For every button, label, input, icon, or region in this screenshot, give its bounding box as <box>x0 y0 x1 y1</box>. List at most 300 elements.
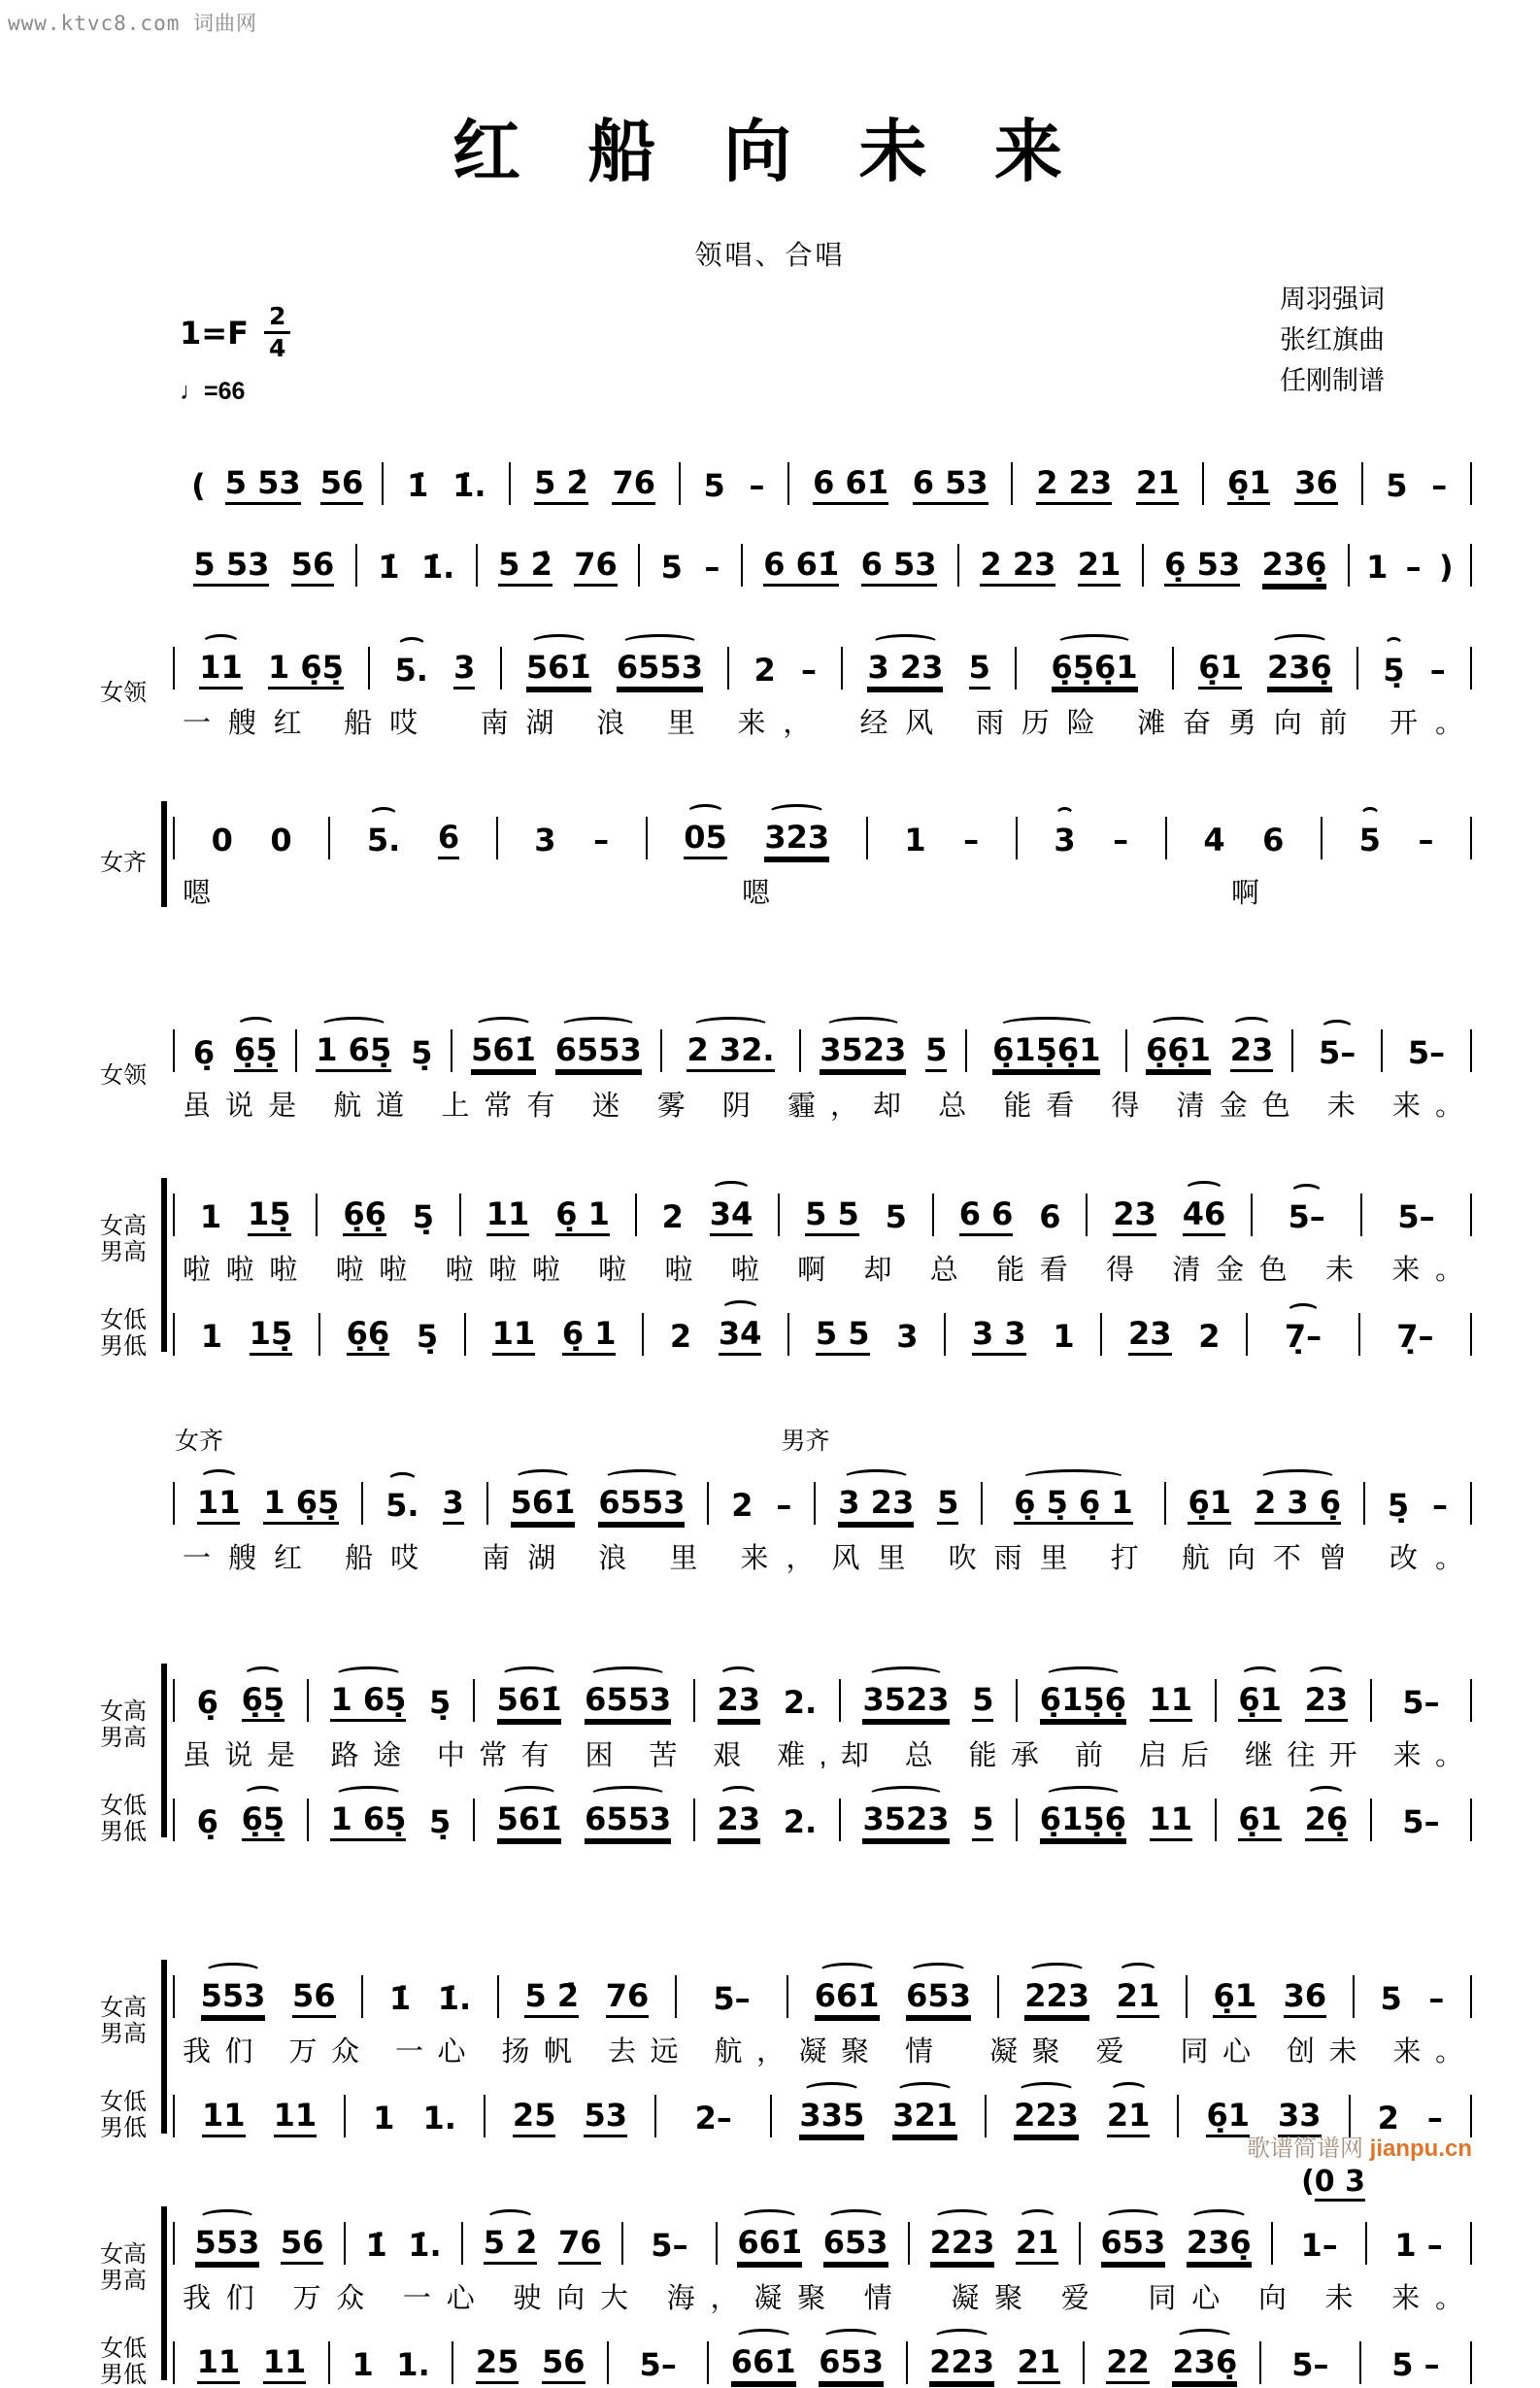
note-token: 23 <box>1128 1316 1172 1356</box>
note-token: 56 <box>542 2344 586 2384</box>
time-signature <box>264 304 290 362</box>
note-token: 5. <box>394 651 428 689</box>
measure <box>841 1801 1016 1841</box>
note-token: 26̣ <box>1305 1801 1349 1841</box>
note-token: 1 <box>200 1317 222 1355</box>
meta-row <box>0 273 1540 406</box>
notes-line <box>173 1292 1472 1356</box>
note-token: 11 <box>202 2098 246 2137</box>
measure <box>623 2228 716 2265</box>
measure <box>816 1485 981 1525</box>
note-token: 1 <box>904 821 926 858</box>
barline <box>1470 647 1472 689</box>
bottom-watermark-site: 歌谱简谱网 <box>1246 2136 1363 2162</box>
note-token: 335 <box>799 2098 864 2137</box>
voice-label-line: 男高 <box>100 1239 147 1265</box>
voice-label-line: 男低 <box>100 2361 147 2388</box>
staff-row <box>85 2320 1472 2388</box>
note-token: 2 <box>669 1317 692 1355</box>
note-token: 05 <box>684 820 727 859</box>
note-token: 25 <box>513 2098 556 2137</box>
note-token: 5 <box>885 1197 907 1235</box>
tempo-marking: ♩=66 <box>180 377 246 405</box>
note-token: 1 <box>1366 548 1389 586</box>
voice-group-bracketed <box>85 1172 1472 1360</box>
note-token: 1 6̣5̣ <box>268 650 344 689</box>
note-token: 323 <box>764 820 829 859</box>
note-token: 6̣1 <box>1213 1978 1256 2018</box>
measure <box>934 1196 1087 1236</box>
note-token: 2 23 <box>1036 465 1112 505</box>
note-token: 76 <box>558 2225 602 2265</box>
note-token: 5– <box>1319 1033 1356 1071</box>
note-token: 6̣6̣ <box>343 1196 386 1236</box>
measure <box>677 1981 787 2018</box>
note-token: 1 65̣ <box>316 1032 391 1072</box>
note-token: 5̣ <box>429 1683 452 1721</box>
key-tempo-block <box>180 304 290 406</box>
note-token: – <box>749 466 765 504</box>
measure <box>1081 2225 1271 2265</box>
note-token: 6553 <box>585 1682 671 1722</box>
note-token: 561̇ <box>497 1801 562 1841</box>
credit-arranger: 任刚制谱 <box>1280 366 1385 395</box>
note-token: – <box>776 1486 792 1524</box>
measure <box>502 650 728 689</box>
measure <box>729 653 841 689</box>
note-token: 5– <box>651 2226 688 2264</box>
voice-label-line: 女低 <box>100 2088 147 2115</box>
measure <box>1367 2228 1470 2265</box>
voice-group <box>85 625 1472 745</box>
note-token: 561̇ <box>511 1485 576 1525</box>
barline <box>1470 1799 1472 1841</box>
note-token: 23 <box>1113 1196 1156 1236</box>
staff-content <box>161 625 1472 745</box>
note-token: 6̣ 53 <box>1164 547 1240 587</box>
note-token: 561̇ <box>526 650 591 689</box>
note-token: 5 <box>969 650 990 689</box>
note-token: 6̣5̣ <box>242 1801 285 1841</box>
staff-row <box>85 625 1472 745</box>
notes-line <box>173 1954 1472 2018</box>
lyrics-line: 嗯 嗯 啊 <box>183 877 1464 909</box>
measure <box>330 820 495 859</box>
voice-label <box>85 1461 161 1580</box>
measure <box>788 1978 997 2018</box>
measure <box>346 2101 484 2137</box>
note-token: 3 23 <box>867 650 943 689</box>
note-token: – <box>963 821 980 858</box>
note-token: 46 <box>1183 1196 1226 1236</box>
note-token: 3523 <box>862 1682 949 1722</box>
note-token: 22 <box>1106 2344 1150 2384</box>
note-token: – <box>593 821 610 858</box>
measure <box>309 1801 473 1841</box>
voice-label <box>85 1292 161 1360</box>
bottom-watermark <box>1247 2129 1472 2163</box>
measure <box>175 1032 295 1072</box>
notes-line <box>173 1658 1472 1722</box>
measure <box>1372 1804 1470 1841</box>
measure <box>1174 650 1356 689</box>
barline <box>1470 817 1472 859</box>
measure <box>681 468 788 505</box>
note-token: 1̇. <box>437 1979 472 2017</box>
measure <box>1383 1035 1470 1072</box>
note-token: 2 <box>1198 1317 1221 1355</box>
bottom-watermark-url: jianpu.cn <box>1369 2136 1472 2162</box>
measure <box>1088 1196 1251 1236</box>
note-token: 6 6 <box>959 1196 1014 1236</box>
measure <box>175 650 368 689</box>
note-token: 236̣ <box>1262 547 1327 587</box>
staff-row <box>85 1954 1472 2073</box>
note-token: 11 <box>1150 1801 1193 1841</box>
voice-label-mid: 男齐 <box>781 1427 830 1455</box>
note-token: 2 3 6̣ <box>1255 1485 1341 1525</box>
voice-group <box>85 522 1472 587</box>
measure <box>175 1682 307 1722</box>
note-token: 6̣5̣6̣1 <box>1052 650 1138 689</box>
measure <box>1253 1199 1360 1236</box>
note-token: 5– <box>1291 2345 1329 2383</box>
note-token: 223 <box>929 2344 994 2384</box>
measure <box>1360 1319 1470 1356</box>
measure <box>910 2225 1079 2265</box>
note-token: 5̣ <box>411 1033 433 1071</box>
measure <box>175 1801 307 1841</box>
measure <box>357 550 476 587</box>
note-token: 6̣5̣ <box>242 1682 285 1722</box>
voice-label <box>85 625 161 745</box>
note-token: 4 <box>1203 821 1225 858</box>
note-token: 3523 <box>820 1032 906 1072</box>
note-token: 5 5 <box>816 1316 870 1356</box>
barline <box>1470 1679 1472 1722</box>
note-token: 0 <box>270 821 292 858</box>
voice-group <box>85 441 1472 505</box>
note-token: 661̇ <box>815 1978 880 2018</box>
note-token: 1̇ <box>365 2226 387 2264</box>
voice-label <box>85 1008 161 1127</box>
notes-line <box>173 2073 1472 2137</box>
note-token: 6̣1 <box>1238 1801 1282 1841</box>
note-token: 5. <box>385 1486 419 1524</box>
measure <box>662 1032 800 1072</box>
note-token: 236̣ <box>1172 2344 1237 2384</box>
measure <box>1217 1801 1370 1841</box>
lyrics-line: 我们 万众 一心 驶向大 海，凝聚 情 凝聚 爱 同心 向 未 来。 <box>183 2282 1464 2314</box>
note-token: ( <box>191 466 206 504</box>
voice-label <box>85 2320 161 2388</box>
note-token: 661̇ <box>737 2225 802 2265</box>
system-block <box>85 1172 1472 1360</box>
note-token: 321 <box>892 2098 957 2137</box>
note-token: 2 <box>753 651 776 689</box>
note-token: 6553 <box>598 1485 685 1525</box>
measure <box>1204 465 1360 505</box>
lyrics-line: 虽说是 路途 中常有 困 苦 艰 难,却 总 能承 前 启后 继往开 来。 <box>183 1739 1464 1771</box>
note-token: 3523 <box>862 1801 949 1841</box>
note-token: 1 <box>1053 1317 1075 1355</box>
voice-label-line: 女低 <box>100 1306 147 1333</box>
note-token: 5 – <box>1391 2345 1440 2383</box>
measure <box>987 2098 1177 2137</box>
staff-row <box>85 795 1472 915</box>
voice-label <box>85 2073 161 2141</box>
measure <box>485 2098 654 2137</box>
score <box>0 406 1540 2388</box>
measure <box>320 1316 464 1356</box>
voice-label-left: 女齐 <box>175 1427 224 1455</box>
pickup-notes <box>85 2165 1472 2199</box>
barline <box>1470 544 1472 587</box>
barline <box>1470 1194 1472 1236</box>
barline <box>1470 2222 1472 2265</box>
barline <box>1470 1975 1472 2018</box>
note-token: 7̣– <box>1396 1317 1434 1355</box>
voice-label-line: 女齐 <box>100 849 147 876</box>
note-token: 5– <box>1402 1802 1440 1840</box>
staff-row <box>85 2201 1472 2320</box>
measure <box>1261 2347 1359 2384</box>
note-token: 2 32. <box>686 1032 774 1072</box>
measure <box>466 1316 642 1356</box>
note-token: 15̣ <box>250 1316 293 1356</box>
note-token: 34 <box>719 1316 762 1356</box>
voice-group-bracketed <box>85 2201 1472 2388</box>
voice-group-bracketed <box>85 1954 1472 2141</box>
measure <box>330 2347 452 2384</box>
note-token: 3 23 <box>838 1485 914 1525</box>
note-token: 6̣15̣6̣ <box>1040 1682 1126 1722</box>
voice-label-line: 女高 <box>100 1699 147 1725</box>
note-token: 1 <box>373 2099 395 2136</box>
note-token: 23 <box>1230 1032 1274 1072</box>
note-token: 2 <box>731 1486 753 1524</box>
note-token: 1̇. <box>408 2226 442 2264</box>
note-token: 36 <box>1284 1978 1327 2018</box>
key-signature <box>180 304 290 362</box>
measure <box>453 2344 607 2384</box>
measure <box>499 1978 675 2018</box>
note-token: 21 <box>1136 465 1180 505</box>
measure <box>363 1981 497 2018</box>
lyrics-line: 一艘红 船哎 南湖 浪 里 来， 经风 雨历险 滩奋勇向前 开。 <box>183 707 1464 739</box>
note-token: 36 <box>1294 465 1338 505</box>
time-top: 2 <box>264 304 290 334</box>
note-token: 653 <box>1101 2225 1166 2265</box>
measure <box>843 650 1015 689</box>
staff-content <box>161 1954 1472 2073</box>
voice-label-line: 女高 <box>100 1213 147 1239</box>
credit-lyricist: 周羽强词 <box>1280 285 1385 314</box>
lyrics-line: 啦啦啦 啦啦 啦啦啦 啦 啦 啦 啊 却 总 能看 得 清金色 未 来。 <box>183 1254 1464 1286</box>
voice-label-line: 女领 <box>100 679 147 706</box>
note-token: 6̣ 5̣ 6̣ 1 <box>1014 1485 1132 1525</box>
note-token: 2– <box>694 2099 732 2136</box>
note-token: 21 <box>1078 547 1122 587</box>
voice-group-bracketed <box>85 795 1472 915</box>
note-token: 1 – <box>1394 2226 1443 2264</box>
top-watermark: www.ktvc8.com 词曲网 <box>8 12 258 35</box>
credit-composer: 张红旗曲 <box>1280 325 1385 354</box>
measure <box>1273 2228 1365 2265</box>
note-token: 5 53 <box>193 547 269 587</box>
measure <box>475 1682 693 1722</box>
note-token: 11 <box>486 1196 530 1236</box>
note-token: 1̇. <box>420 548 455 586</box>
measure <box>801 1032 965 1072</box>
note-token: 11 <box>199 650 243 689</box>
note-token: 661̇ <box>731 2344 796 2384</box>
voice-label <box>85 795 161 915</box>
note-token: 5̣ <box>416 1317 439 1355</box>
staff-row <box>85 522 1472 587</box>
note-token: – <box>704 548 720 586</box>
measure <box>1018 823 1165 859</box>
lyrics-line: 一艘红 船哎 南湖 浪 里 来，风里 吹雨里 打 航向不曾 改。 <box>183 1542 1464 1574</box>
measure <box>1013 465 1202 505</box>
song-title: 红 船 向 未 来 <box>452 116 1088 190</box>
voice-label <box>85 1658 161 1777</box>
note-token: 1. <box>422 2099 456 2136</box>
note-token: 21 <box>1117 1978 1160 2018</box>
voice-label-line: 男高 <box>100 2268 147 2294</box>
measure <box>478 547 639 587</box>
measure <box>175 823 328 859</box>
note-token: 5– <box>1397 1197 1435 1235</box>
system-block <box>85 2165 1472 2388</box>
note-token: 6553 <box>585 1801 671 1841</box>
staff-row <box>85 1658 1472 1777</box>
note-token: 5 <box>937 1485 958 1525</box>
notes-line <box>173 522 1472 587</box>
note-token: 1 65̣ <box>330 1801 406 1841</box>
measure <box>1372 1685 1470 1722</box>
note-token: 5– <box>1402 1683 1440 1721</box>
note-token: 1̇ <box>378 548 400 586</box>
note-token: 1̇ <box>388 1979 412 2017</box>
voice-label-line: 女高 <box>100 1995 147 2021</box>
note-token: 6̣ <box>196 1683 218 1721</box>
lyrics-line: 虽说是 航道 上常有 迷 雾 阴 霾，却 总 能看 得 清金色 未 来。 <box>183 1090 1464 1122</box>
measure <box>841 1682 1016 1722</box>
measure <box>1355 1981 1470 2018</box>
time-bottom: 4 <box>268 334 286 363</box>
note-token: 76 <box>574 547 618 587</box>
voice-label-line: 男低 <box>100 2114 147 2141</box>
note-token: – <box>1426 2099 1443 2136</box>
note-token: 5– <box>713 1979 751 2017</box>
note-token: 11 <box>1150 1682 1193 1722</box>
voice-label <box>85 2201 161 2320</box>
measure <box>452 1032 659 1072</box>
note-token: 76 <box>612 465 655 505</box>
note-token: 6̣5̣ <box>234 1032 278 1072</box>
notes-line <box>173 2320 1472 2384</box>
note-token: 6̣15̣6̣ <box>1040 1801 1126 1841</box>
measure <box>175 1316 318 1356</box>
performance-type: 领唱、合唱 <box>694 240 846 270</box>
note-token: 6 61̇ <box>763 547 839 587</box>
system-block <box>85 441 1472 505</box>
note-token: 5̣ <box>1383 651 1405 689</box>
measure <box>175 1485 361 1525</box>
staff-row <box>85 1008 1472 1127</box>
measure <box>709 1488 814 1525</box>
voice-label-line: 女高 <box>100 2241 147 2268</box>
barline <box>1470 1313 1472 1356</box>
staff-row <box>85 1292 1472 1360</box>
note-token: 11 <box>492 1316 536 1356</box>
measure <box>609 2347 707 2384</box>
measure <box>1017 650 1172 689</box>
measure <box>1018 1801 1215 1841</box>
measure <box>959 547 1142 587</box>
note-token: 21 <box>1107 2098 1151 2137</box>
note-token: 25 <box>476 2344 519 2384</box>
note-token: 5. <box>366 821 401 858</box>
staff-content <box>161 522 1472 587</box>
voice-label-line: 女领 <box>100 1061 147 1089</box>
note-token: 11 <box>197 1485 241 1525</box>
voice-label-line: 男低 <box>100 1332 147 1360</box>
note-token: 6̣1 <box>1198 650 1242 689</box>
note-token: 2 23 <box>980 547 1055 587</box>
note-token: 56 <box>292 1978 336 2018</box>
note-token: 653 <box>906 1978 971 2018</box>
note-token: 5– <box>639 2345 677 2383</box>
note-token: 3 <box>443 1485 464 1525</box>
note-token: 1 <box>199 1197 222 1235</box>
staff-content <box>161 441 1472 505</box>
measure <box>644 1316 787 1356</box>
measure <box>1018 1682 1215 1722</box>
note-token: – <box>1432 1486 1449 1524</box>
note-token: 6 53 <box>913 465 988 505</box>
note-token: 1̇. <box>452 466 486 504</box>
note-token: 5 <box>972 1682 993 1722</box>
measure <box>1363 468 1471 505</box>
note-token: 223 <box>1024 1978 1089 2018</box>
note-token: 5 2̇ <box>484 2225 538 2265</box>
measure <box>1144 547 1348 587</box>
measure <box>297 1032 451 1072</box>
note-token: 56 <box>281 2225 324 2265</box>
voice-label-line: 女低 <box>100 1792 147 1819</box>
measure <box>772 2098 985 2137</box>
note-token: 3 <box>1054 821 1076 858</box>
measure <box>789 465 1011 505</box>
note-token: – <box>1113 821 1129 858</box>
note-token: 5 5 <box>805 1196 859 1236</box>
note-token: 33 <box>1278 2098 1322 2137</box>
note-token: 7̣– <box>1284 1317 1322 1355</box>
note-token: 6 <box>438 820 459 859</box>
voice-group-bracketed <box>85 1658 1472 1845</box>
staff-row <box>85 1461 1472 1580</box>
note-token: 653 <box>823 2225 888 2265</box>
staff-content <box>161 1658 1472 1777</box>
system-block <box>85 625 1472 745</box>
system-block <box>85 522 1472 587</box>
voice-label <box>85 1777 161 1845</box>
note-token: – <box>1428 1979 1445 2017</box>
lyrics-line: 我们 万众 一心 扬帆 去远 航，凝聚 情 凝聚 爱 同心 创未 来。 <box>183 2035 1464 2068</box>
note-token: 76 <box>606 1978 650 2018</box>
